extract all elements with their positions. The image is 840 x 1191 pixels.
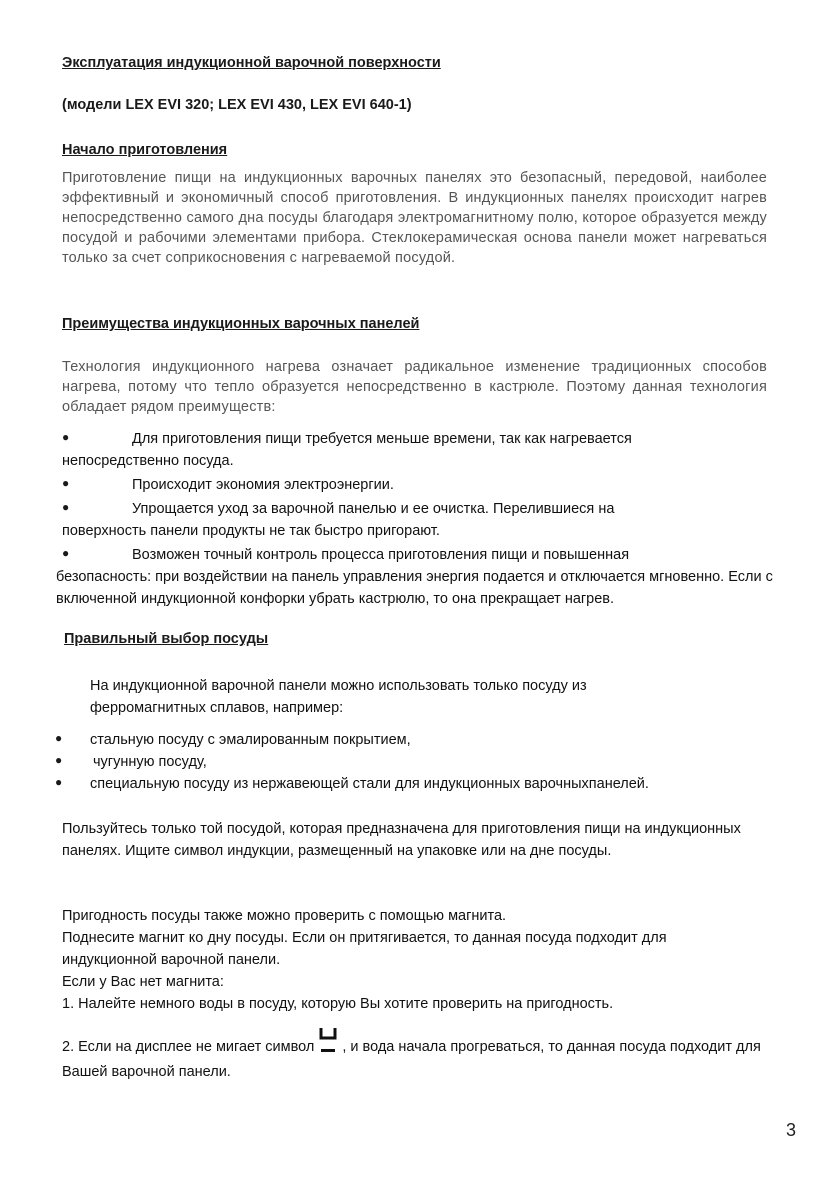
step-2 xyxy=(62,1028,762,1083)
advantages-list xyxy=(56,428,782,610)
page-number: 3 xyxy=(786,1120,797,1140)
section-cookware-intro: На индукционной варочной панели можно использовать только посуду из ферромагнитных сплавов, например: xyxy=(90,678,587,716)
list-item-text: стальную посуду с эмалированным покрытием, xyxy=(90,732,411,748)
models-line: (модели LEX EVI 320; LEX EVI 430, LEX EVI 640-1) xyxy=(62,97,412,113)
step-2-after: , и вода начала прогреваться, то данная посуда подходит для Вашей варочной панели. xyxy=(62,1039,761,1080)
no-pan-symbol-icon xyxy=(318,1028,338,1061)
bullet-icon: ● xyxy=(62,500,70,514)
bullet-icon: ● xyxy=(55,753,63,767)
section-advantages-intro: Технология индукционного нагрева означает радикальное изменение традиционных способов нагрева, потому что тепло образуется непосредственно в кастрюле. Поэтому данная технология обладает рядом преимуществ: xyxy=(62,359,767,415)
section-start-heading: Начало приготовления xyxy=(62,142,228,158)
bullet-icon: ● xyxy=(62,546,70,560)
magnet-check-line-3: Если у Вас нет магнита: xyxy=(62,974,224,990)
section-start-text: Приготовление пищи на индукционных варочных панелях это безопасный, передовой, наиболее эффективный и экономичный способ приготовления. В индукционных панелях происходит нагрев непосредственно самого дна посуды благодаря электромагнитному полю, которое образуется между посудой и рабочими элементами прибора. Стеклокерамическая основа панели может нагреваться только за счет соприкосновения с нагреваемой посудой. xyxy=(62,170,767,266)
bullet-icon: ● xyxy=(62,430,70,444)
list-item-continuation: непосредственно посуда. xyxy=(62,453,234,469)
bullet-icon: ● xyxy=(55,731,63,745)
list-item xyxy=(56,544,782,610)
list-item-first-line: Возможен точный контроль процесса приготовления пищи и повышенная xyxy=(132,547,630,563)
list-item xyxy=(55,773,795,795)
step-2-before: 2. Если на дисплее не мигает символ xyxy=(62,1039,315,1055)
magnet-check-line-1: Пригодность посуды также можно проверить с помощью магнита. xyxy=(62,908,507,924)
list-item-first-line: Для приготовления пищи требуется меньше времени, так как нагревается xyxy=(132,431,632,447)
section-advantages-heading: Преимущества индукционных варочных панелей xyxy=(62,316,420,332)
bullet-icon: ● xyxy=(55,775,63,789)
list-item xyxy=(62,498,782,542)
cookware-list xyxy=(55,729,795,795)
list-item xyxy=(55,751,795,773)
list-item-text: чугунную посуду, xyxy=(93,754,207,770)
bullet-icon: ● xyxy=(62,476,70,490)
list-item-continuation: безопасность: при воздействии на панель управления энергия подается и отключается мгновенно. Если с включенной индукционной конфорки убрать кастрюлю, то она прекращает нагрев. xyxy=(56,569,773,607)
list-item xyxy=(62,474,782,496)
magnet-check-line-2: Поднесите магнит ко дну посуды. Если он притягивается, то данная посуда подходит для индукционной варочной панели. xyxy=(62,930,667,968)
list-item xyxy=(62,428,782,472)
document-title: Эксплуатация индукционной варочной поверхности xyxy=(62,55,441,71)
list-item xyxy=(55,729,795,751)
list-item-first-line: Упрощается уход за варочной панелью и ее очистка. Перелившиеся на xyxy=(132,501,615,517)
cookware-paragraph-1: Пользуйтесь только той посудой, которая предназначена для приготовления пищи на индукционных панелях. Ищите символ индукции, размещенный на упаковке или на дне посуды. xyxy=(62,821,741,859)
list-item-text: специальную посуду из нержавеющей стали для индукционных варочныхпанелей. xyxy=(90,776,649,792)
list-item-continuation: поверхность панели продукты не так быстро пригорают. xyxy=(62,523,440,539)
step-1: 1. Налейте немного воды в посуду, которую Вы хотите проверить на пригодность. xyxy=(62,996,614,1012)
list-item-first-line: Происходит экономия электроэнергии. xyxy=(132,477,394,493)
section-cookware-heading: Правильный выбор посуды xyxy=(64,631,269,647)
